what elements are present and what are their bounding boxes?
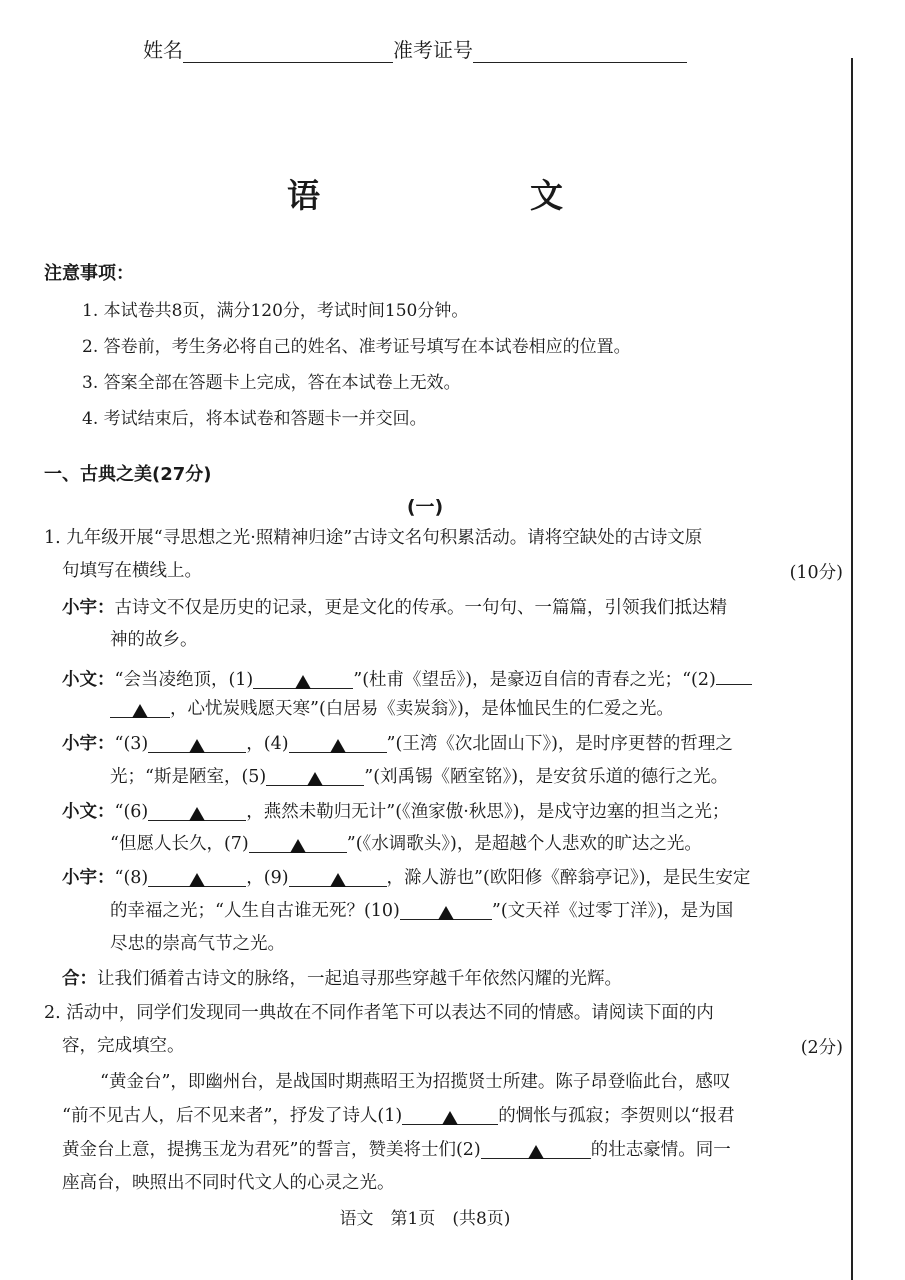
triangle-icon xyxy=(442,1111,458,1125)
name-field[interactable] xyxy=(183,40,393,63)
answer-blank-5[interactable] xyxy=(266,765,364,786)
passage-text: 的惆怅与孤寂；李贺则以“报君 xyxy=(498,1106,735,1126)
answer-blank-2[interactable] xyxy=(110,697,170,718)
dialogue-text: “会当凌绝顶，(1) xyxy=(114,670,254,690)
q1-stem-line2: 句填写在横线上。 xyxy=(62,561,202,581)
dialogue-text: 的幸福之光；“人生自古谁无死？(10) xyxy=(110,901,400,921)
notice-item: 3. 答案全部在答题卡上完成，答在本试卷上无效。 xyxy=(82,373,461,393)
passage-text: 的壮志豪情。同一 xyxy=(590,1140,731,1160)
triangle-icon xyxy=(189,739,205,753)
q1-stem-line1: 1. 九年级开展“寻思想之光·照精神归途”古诗文名句积累活动。请将空缺处的古诗文原 xyxy=(44,528,703,548)
dialogue-text: 神的故乡。 xyxy=(110,630,198,650)
q2-passage-line: “黄金台”，即幽州台，是战国时期燕昭王为招揽贤士所建。陈子昂登临此台，感叹 xyxy=(100,1072,731,1092)
triangle-icon xyxy=(438,906,454,920)
dialogue-text: 让我们循着古诗文的脉络，一起追寻那些穿越千年依然闪耀的光辉。 xyxy=(97,969,622,989)
triangle-icon xyxy=(189,873,205,887)
dialogue-text: ”(《水调歌头》)，是超越个人悲欢的旷达之光。 xyxy=(346,834,702,854)
dialogue-text: ，燕然未勒归无计”(《渔家傲·秋思》)，是戍守边塞的担当之光； xyxy=(246,802,730,822)
answer-blank-9[interactable] xyxy=(289,866,387,887)
q1-dialogue-line xyxy=(62,664,752,692)
q1-dialogue-line xyxy=(62,866,750,890)
q2-stem-line2: 容，完成填空。 xyxy=(62,1036,185,1056)
triangle-icon xyxy=(307,772,323,786)
answer-blank-3[interactable] xyxy=(148,732,246,753)
q1-dialogue-line xyxy=(110,832,702,856)
dialogue-text: “(6) xyxy=(114,802,149,822)
dialogue-text: ，滁人游也”(欧阳修《醉翁亭记》)，是民生安定 xyxy=(386,868,751,888)
triangle-icon xyxy=(330,739,346,753)
page-title: 语 文 xyxy=(287,176,611,215)
dialogue-text: ”(杜甫《望岳》)，是豪迈自信的青春之光；“(2) xyxy=(353,670,716,690)
subsection-heading: (一) xyxy=(406,496,444,518)
notice-item: 2. 答卷前，考生务必将自己的姓名、准考证号填写在本试卷相应的位置。 xyxy=(82,337,631,357)
page-footer: 语文 第1页 (共8页) xyxy=(339,1209,511,1229)
speaker: 小文： xyxy=(62,670,115,690)
triangle-icon xyxy=(330,873,346,887)
answer-blank-7[interactable] xyxy=(249,832,347,853)
dialogue-text: 光；“斯是陋室，(5) xyxy=(110,767,267,787)
q2-passage-line xyxy=(62,1104,735,1128)
answer-blank-1[interactable] xyxy=(253,668,353,689)
speaker: 小宇： xyxy=(62,734,115,754)
speaker: 合： xyxy=(62,969,97,989)
q2-passage-line: 座高台，映照出不同时代文人的心灵之光。 xyxy=(62,1173,395,1193)
dialogue-text: “(8) xyxy=(114,868,149,888)
q1-dialogue-line xyxy=(62,800,729,824)
q2-answer-blank-2[interactable] xyxy=(481,1138,591,1159)
q2-score: (2分) xyxy=(800,1038,843,1058)
answer-blank-2[interactable] xyxy=(716,664,752,685)
binding-line xyxy=(851,58,853,1280)
exam-id-field[interactable] xyxy=(473,40,687,63)
q1-dialogue-line xyxy=(110,765,728,789)
passage-text: 黄金台上意，提携玉龙为君死”的誓言，赞美将士们(2) xyxy=(62,1140,481,1160)
name-label: 姓名 xyxy=(143,38,183,62)
notice-item: 1. 本试卷共8页，满分120分，考试时间150分钟。 xyxy=(82,301,469,321)
dialogue-text: “(3) xyxy=(114,734,149,754)
triangle-icon xyxy=(189,807,205,821)
q1-dialogue-line xyxy=(110,697,674,721)
dialogue-text: ，心忧炭贱愿天寒”(白居易《卖炭翁》)，是体恤民生的仁爱之光。 xyxy=(170,699,674,719)
dialogue-text: ，(4) xyxy=(246,734,289,754)
notice-item: 4. 考试结束后，将本试卷和答题卡一并交回。 xyxy=(82,409,427,429)
q2-stem-line1: 2. 活动中，同学们发现同一典故在不同作者笔下可以表达不同的情感。请阅读下面的内 xyxy=(44,1003,714,1023)
triangle-icon xyxy=(528,1145,544,1159)
q2-passage-line xyxy=(62,1138,731,1162)
answer-blank-10[interactable] xyxy=(400,899,492,920)
q1-dialogue-line xyxy=(62,967,622,991)
dialogue-text: ，(9) xyxy=(246,868,289,888)
q1-score: (10分) xyxy=(789,563,843,583)
triangle-icon xyxy=(132,704,148,718)
dialogue-text: ”(文天祥《过零丁洋》)，是为国 xyxy=(491,901,734,921)
header-row xyxy=(143,34,687,63)
dialogue-text: 古诗文不仅是历史的记录，更是文化的传承。一句句、一篇篇，引领我们抵达精 xyxy=(114,598,727,618)
exam-id-label: 准考证号 xyxy=(393,38,473,62)
triangle-icon xyxy=(290,839,306,853)
passage-text: “前不见古人，后不见来者”，抒发了诗人(1) xyxy=(62,1106,403,1126)
dialogue-text: 尽忠的崇高气节之光。 xyxy=(110,934,285,954)
answer-blank-6[interactable] xyxy=(148,800,246,821)
speaker: 小宇： xyxy=(62,598,115,618)
dialogue-text: ”(刘禹锡《陋室铭》)，是安贫乐道的德行之光。 xyxy=(364,767,729,787)
speaker: 小宇： xyxy=(62,868,115,888)
dialogue-text: ”(王湾《次北固山下》)，是时序更替的哲理之 xyxy=(386,734,733,754)
answer-blank-8[interactable] xyxy=(148,866,246,887)
dialogue-text: “但愿人长久，(7) xyxy=(110,834,249,854)
section-heading: 一、古典之美(27分) xyxy=(44,464,212,485)
q1-dialogue-line xyxy=(62,732,733,756)
answer-blank-4[interactable] xyxy=(289,732,387,753)
q2-answer-blank-1[interactable] xyxy=(402,1104,498,1125)
q1-dialogue-line xyxy=(62,596,727,620)
triangle-icon xyxy=(295,675,311,689)
notice-heading: 注意事项： xyxy=(44,263,134,284)
q1-dialogue-line xyxy=(110,899,733,923)
speaker: 小文： xyxy=(62,802,115,822)
